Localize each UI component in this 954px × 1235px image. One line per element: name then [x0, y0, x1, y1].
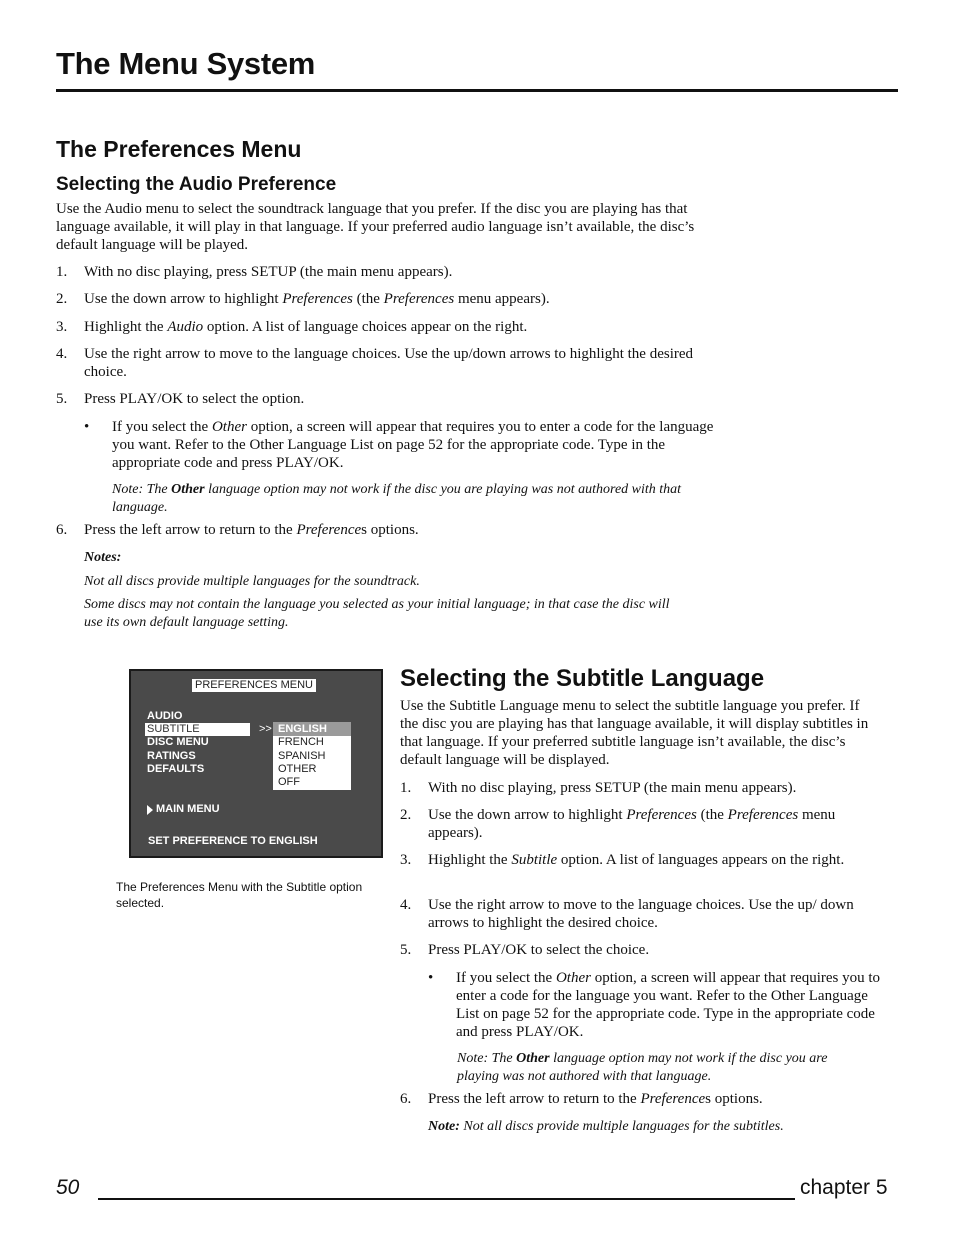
subtitle-inline-note: Note: The Other language option may not work if the disc you are playing was not authored with that language.	[457, 1051, 828, 1084]
subtitle-bullet: • If you select the Other option, a screen will appear that requires you to enter a code for the language you want. Refer to the Other Language List on page 52 for the appropriate code. Type in the appropriate code and press PLAY/OK.	[428, 970, 881, 1040]
subtitle-step-1: 1. With no disc playing, press SETUP (the main menu appears).	[400, 780, 797, 796]
audio-heading: Selecting the Audio Preference	[56, 174, 337, 195]
subtitle-step-3: 3. Highlight the Subtitle option. A list of languages appears on the right.	[400, 852, 845, 868]
audio-note-1: Not all discs provide multiple languages for the soundtrack.	[84, 574, 420, 589]
subtitle-intro: Use the Subtitle Language menu to select the subtitle language you prefer. If the disc you are playing has that language available, it will display subtitles in that language. If your preferred subtitle language isn’t available, the disc’s default language will be displayed.	[400, 698, 869, 768]
menu-item-defaults: DEFAULTS	[147, 763, 205, 775]
subtitle-step-2: 2. Use the down arrow to highlight Preferences (the Preferences menu appears).	[400, 807, 836, 841]
page-number: 50	[56, 1176, 80, 1199]
figure-caption: The Preferences Menu with the Subtitle option selected.	[116, 880, 363, 910]
audio-intro: Use the Audio menu to select the soundtrack language that you prefer. If the disc you are playing has that language available, it will play in that language. If your preferred audio language isn’t available, the disc’s default language will be played.	[56, 201, 695, 253]
language-english: ENGLISH	[278, 723, 327, 735]
audio-bullet: • If you select the Other option, a screen will appear that requires you to enter a code for the language you want. Refer to the Other Language List on page 52 for the appropriate code. Type in the appropriate code and press PLAY/OK.	[84, 419, 714, 471]
audio-notes-label: Notes:	[84, 550, 122, 565]
subtitle-final-note: Note: Not all discs provide multiple languages for the subtitles.	[428, 1119, 784, 1134]
preferences-menu-screen	[129, 669, 383, 858]
menu-screen-title: PREFERENCES MENU	[192, 679, 316, 692]
main-menu-label: MAIN MENU	[156, 803, 220, 815]
audio-step-4: 4. Use the right arrow to move to the language choices. Use the up/down arrows to highlight the desired choice.	[56, 346, 694, 380]
audio-inline-note: Note: The Other language option may not work if the disc you are playing was not authored with that language.	[112, 482, 682, 515]
section-title: The Preferences Menu	[56, 136, 302, 162]
language-off: OFF	[278, 776, 300, 788]
audio-step-3: 3. Highlight the Audio option. A list of language choices appear on the right.	[56, 319, 528, 335]
subtitle-step-5: 5. Press PLAY/OK to select the choice.	[400, 942, 650, 958]
subtitle-heading: Selecting the Subtitle Language	[400, 665, 765, 692]
menu-item-audio: AUDIO	[147, 710, 183, 722]
menu-item-ratings: RATINGS	[147, 750, 196, 762]
subtitle-step-4: 4. Use the right arrow to move to the language choices. Use the up/ down arrows to highlight the desired choice.	[400, 897, 854, 931]
audio-step-2: 2. Use the down arrow to highlight Preferences (the Preferences menu appears).	[56, 291, 550, 307]
chapter-label: chapter 5	[800, 1176, 888, 1199]
language-french: FRENCH	[278, 736, 324, 748]
audio-step-1: 1. With no disc playing, press SETUP (the main menu appears).	[56, 264, 453, 280]
subtitle-step-6: 6. Press the left arrow to return to the Preferences options.	[400, 1091, 763, 1107]
audio-note-2: Some discs may not contain the language you selected as your initial language; in that case the disc will use its own default language setting.	[84, 597, 670, 630]
title-rule	[56, 89, 898, 92]
page-title: The Menu System	[56, 46, 316, 81]
language-other: OTHER	[278, 763, 317, 775]
language-spanish: SPANISH	[278, 750, 326, 762]
audio-step-5: 5. Press PLAY/OK to select the option.	[56, 391, 305, 407]
audio-step-6: 6. Press the left arrow to return to the Preferences options.	[56, 522, 419, 538]
arrow-right-icon: >>	[259, 723, 272, 735]
menu-item-disc-menu: DISC MENU	[147, 736, 209, 748]
status-text: SET PREFERENCE TO ENGLISH	[148, 835, 318, 847]
menu-item-subtitle: SUBTITLE	[147, 723, 200, 735]
play-triangle-icon	[147, 805, 153, 815]
footer-rule	[98, 1198, 795, 1200]
